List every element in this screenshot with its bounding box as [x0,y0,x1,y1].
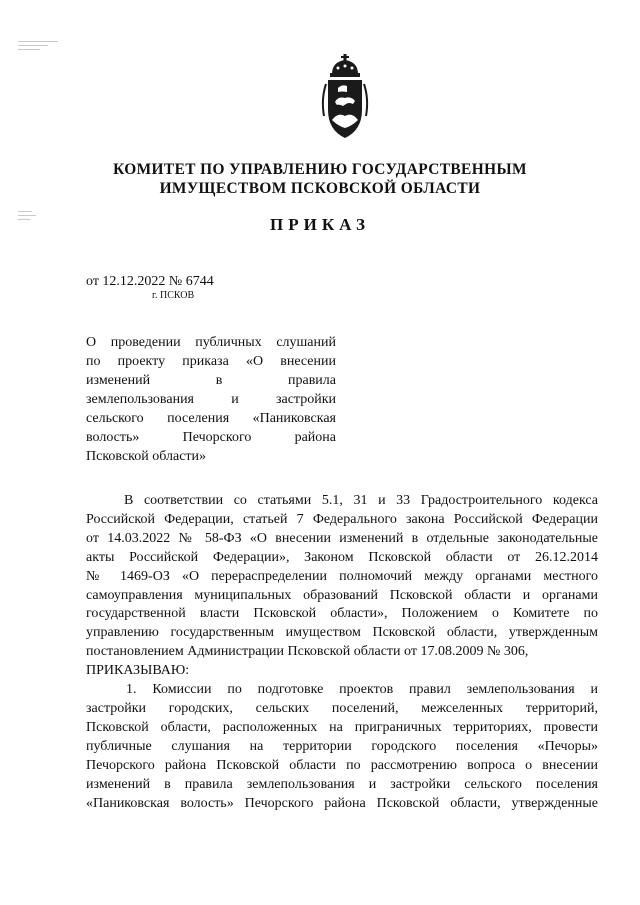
document-type-heading: ПРИКАЗ [270,215,370,234]
preamble-line: постановлением Администрации Псковской области от 17.08.2009 № 306, [86,644,529,660]
subject-line: землепользования и застройки [86,392,336,407]
preamble-line: самоуправления муниципальных образований Псковской области и органами [86,587,598,603]
organization-title [60,160,580,198]
pskov-coat-of-arms-icon [318,54,372,140]
scan-artifact [18,38,58,60]
item-line: публичные слушания на территории городского поселения «Печоры» [86,738,598,754]
subject-line: волость» Печорского района [86,430,336,445]
subject-line: изменений в правила [86,373,336,388]
preamble-line: В соответствии со статьями 5.1, 31 и 33 Градостроительного кодекса [124,493,598,508]
preamble-line: № 1469-ОЗ «О перераспределении полномочий между органами местного [86,568,598,584]
order-body [86,492,598,813]
item-line: «Паниковская волость» Печорского района Псковской области, утвержденные [86,795,598,811]
organization-title-line: ИМУЩЕСТВОМ ПСКОВСКОЙ ОБЛАСТИ [159,180,481,197]
subject-line: О проведении публичных слушаний [86,335,336,350]
preamble-line: государственной власти Псковской области», Положением о Комитете по [86,606,598,622]
subject-line: Псковской области» [86,449,207,464]
order-date-number: от 12.12.2022 № 6744 [86,274,214,289]
order-word: ПРИКАЗЫВАЮ: [86,663,190,679]
order-subject [86,333,336,466]
preamble-line: Российской Федерации, статьей 7 Федерального закона Российской Федерации [86,511,598,527]
preamble-line: акты Российской Федерации», Законом Псковской области от 26.12.2014 [86,549,598,565]
subject-line: по проекту приказа «О внесении [86,354,336,369]
organization-title-line: КОМИТЕТ ПО УПРАВЛЕНИЮ ГОСУДАРСТВЕННЫМ [113,161,527,178]
preamble-line: управлению государственным имуществом Псковской области, утвержденным [86,625,598,641]
preamble-line: от 14.03.2022 № 58-ФЗ «О внесении изменений в отдельные законодательные [86,530,598,546]
order-city: г. ПСКОВ [152,290,195,301]
item-line: изменений в правила землепользования и застройки сельского поселения [86,776,598,792]
item-line: застройки городских, сельских поселений, межселенных территорий, [86,700,598,716]
item-line: Псковской области, расположенных на приграничных территориях, провести [86,719,598,735]
item-line: 1. Комиссии по подготовке проектов правил землепользования и [126,682,598,698]
item-line: Печорского района Псковской области по рассмотрению вопроса о внесении [86,757,598,773]
subject-line: сельского поселения «Паниковская [86,411,336,426]
